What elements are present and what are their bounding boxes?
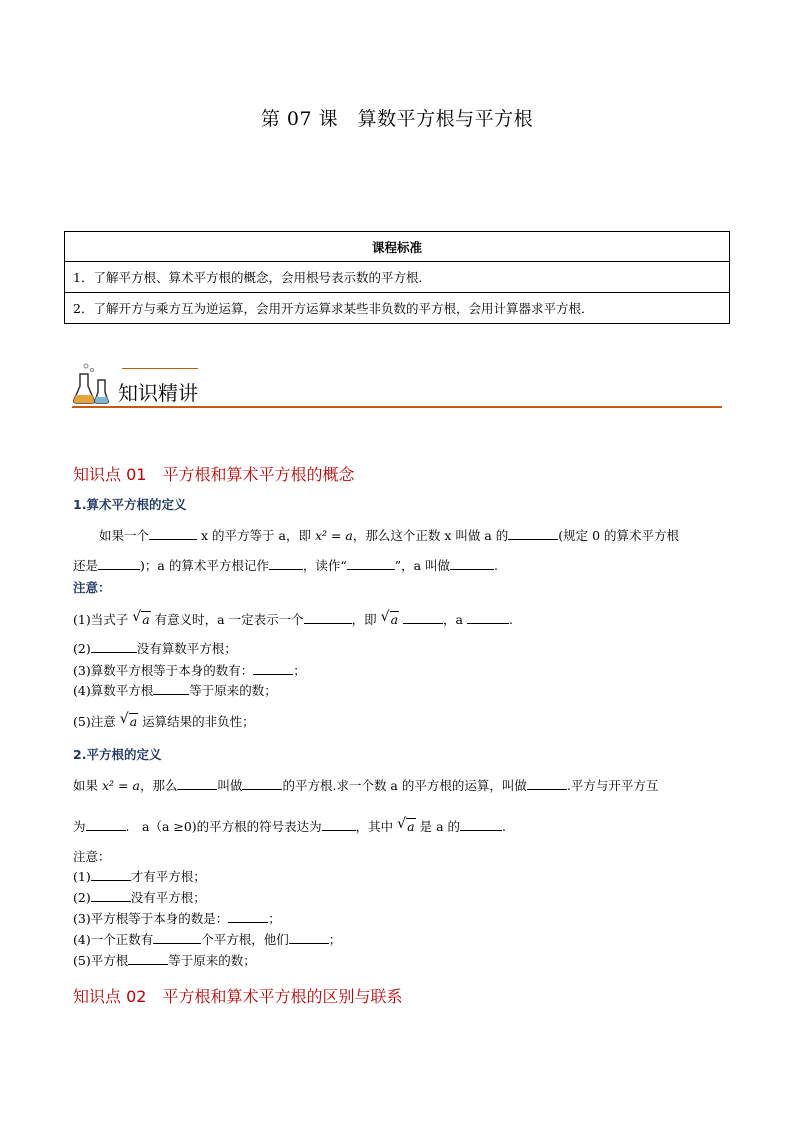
text: (5)平方根 (73, 953, 129, 968)
kp1-sub2: 2.平方根的定义 (73, 747, 162, 762)
text: ，a (443, 612, 463, 627)
text: (3)算数平方根等于本身的数有： (73, 663, 254, 678)
sqrt-a: √ a (132, 609, 150, 627)
blank (177, 777, 217, 790)
blank (253, 662, 293, 675)
def2-line1 (73, 777, 658, 794)
sqrt-a: √ a (380, 609, 399, 627)
kp1-heading: 知识点 01 平方根和算术平方根的概念 (73, 465, 355, 484)
course-standard-header: 课程标准 (65, 232, 730, 262)
text: 如果一个 (99, 528, 150, 543)
text: 为 (73, 819, 86, 834)
text: (规定 0 的算术平方根 (558, 528, 680, 543)
blank (403, 611, 443, 624)
m2 (73, 889, 206, 906)
text: ； (293, 663, 306, 678)
blank (153, 682, 189, 695)
text: . (494, 558, 499, 573)
text: 个平方根，他们 (201, 932, 289, 947)
course-standard-table (64, 231, 730, 324)
blank (347, 557, 395, 570)
text: (2) (73, 890, 91, 905)
text: ； (328, 932, 342, 947)
text: . (502, 819, 506, 834)
text: .平方与开平方互 (566, 778, 659, 793)
course-standard-item: 2．了解开方与乘方互为逆运算，会用开方运算求某些非负数的平方根，会用计算器求平方根． (65, 293, 730, 324)
note-2 (73, 640, 237, 657)
text: 没有算数平方根； (136, 641, 237, 656)
text: (4)一个正数有 (73, 932, 154, 947)
text: (2) (73, 641, 91, 656)
blank (304, 611, 352, 624)
note-5 (73, 711, 255, 730)
text: (1) (73, 869, 91, 884)
blank (242, 777, 282, 790)
note-1 (73, 611, 513, 628)
radicand: a (129, 714, 138, 729)
radicand: a (142, 612, 150, 627)
flask-icon (72, 362, 112, 406)
text: 才有平方根； (130, 869, 206, 884)
text: 有意义时，a 一定表示一个 (154, 612, 304, 627)
blank (527, 777, 567, 790)
note-label: 注意： (73, 580, 111, 595)
equation: x² = a (314, 528, 353, 543)
sqrt-a: √ a (397, 816, 415, 834)
sqrt-a: √ a (119, 711, 138, 729)
text: ”，a 叫做 (394, 558, 451, 573)
text: 的平方根.求一个数 a 的平方根的运算，叫做 (282, 778, 527, 793)
course-standard-item: 1．了解平方根、算术平方根的概念，会用根号表示数的平方根． (65, 262, 730, 293)
text: 运算结果的非负性； (142, 714, 255, 729)
banner-line (122, 368, 198, 369)
equation: x² = a (102, 778, 140, 793)
text: x 的平方等于 a，即 (201, 528, 311, 543)
m1 (73, 868, 206, 885)
blank (289, 931, 329, 944)
text: 等于原来的数； (189, 683, 277, 698)
text: ，其中 (355, 819, 394, 834)
blank (450, 557, 494, 570)
blank (322, 818, 356, 831)
blank (91, 889, 131, 902)
kp1-sub1: 1.算术平方根的定义 (73, 497, 187, 512)
text: )；a 的算术平方根记作 (140, 558, 269, 573)
blank (460, 818, 502, 831)
blank (91, 640, 137, 653)
def1-line1 (99, 527, 679, 544)
text: ，那么 (139, 778, 178, 793)
section-banner: 知识精讲 (118, 381, 198, 405)
kp2-heading: 知识点 02 平方根和算术平方根的区别与联系 (73, 987, 403, 1006)
m4 (73, 931, 341, 948)
blank (91, 868, 131, 881)
text: 如果 (73, 778, 99, 793)
banner-underline (72, 406, 722, 408)
text: 等于原来的数； (168, 953, 256, 968)
text: . (508, 612, 513, 627)
text: (3)平方根等于本身的数是： (73, 911, 229, 926)
note-4 (73, 682, 277, 699)
text: (1)当式子 (73, 612, 129, 627)
text: ，即 (351, 612, 377, 627)
radicand: a (407, 819, 415, 834)
text: ； (268, 911, 281, 926)
text: ，那么这个正数 x 叫做 a 的 (352, 528, 509, 543)
text: 叫做 (217, 778, 243, 793)
text: (5)注意 (73, 714, 116, 729)
text: (4)算数平方根 (73, 683, 154, 698)
blank (467, 611, 509, 624)
text: . a（a ≥0)的平方根的符号表达为 (125, 819, 322, 834)
blank (228, 910, 268, 923)
blank (128, 952, 168, 965)
radicand: a (390, 612, 399, 627)
text: 是 a 的 (419, 819, 461, 834)
text: 还是 (73, 558, 99, 573)
text: 没有平方根； (130, 890, 206, 905)
blank (98, 557, 140, 570)
blank (269, 557, 303, 570)
note-3 (73, 662, 306, 679)
m5 (73, 952, 256, 969)
page-title: 第 07 课 算数平方根与平方根 (260, 108, 534, 130)
def2-line2 (73, 818, 506, 835)
blank (149, 527, 197, 540)
note2-label: 注意： (73, 849, 111, 864)
blank (508, 527, 558, 540)
text: ，读作“ (302, 558, 347, 573)
blank (153, 931, 201, 944)
def1-line2 (73, 557, 498, 574)
m3 (73, 910, 281, 927)
blank (86, 818, 126, 831)
